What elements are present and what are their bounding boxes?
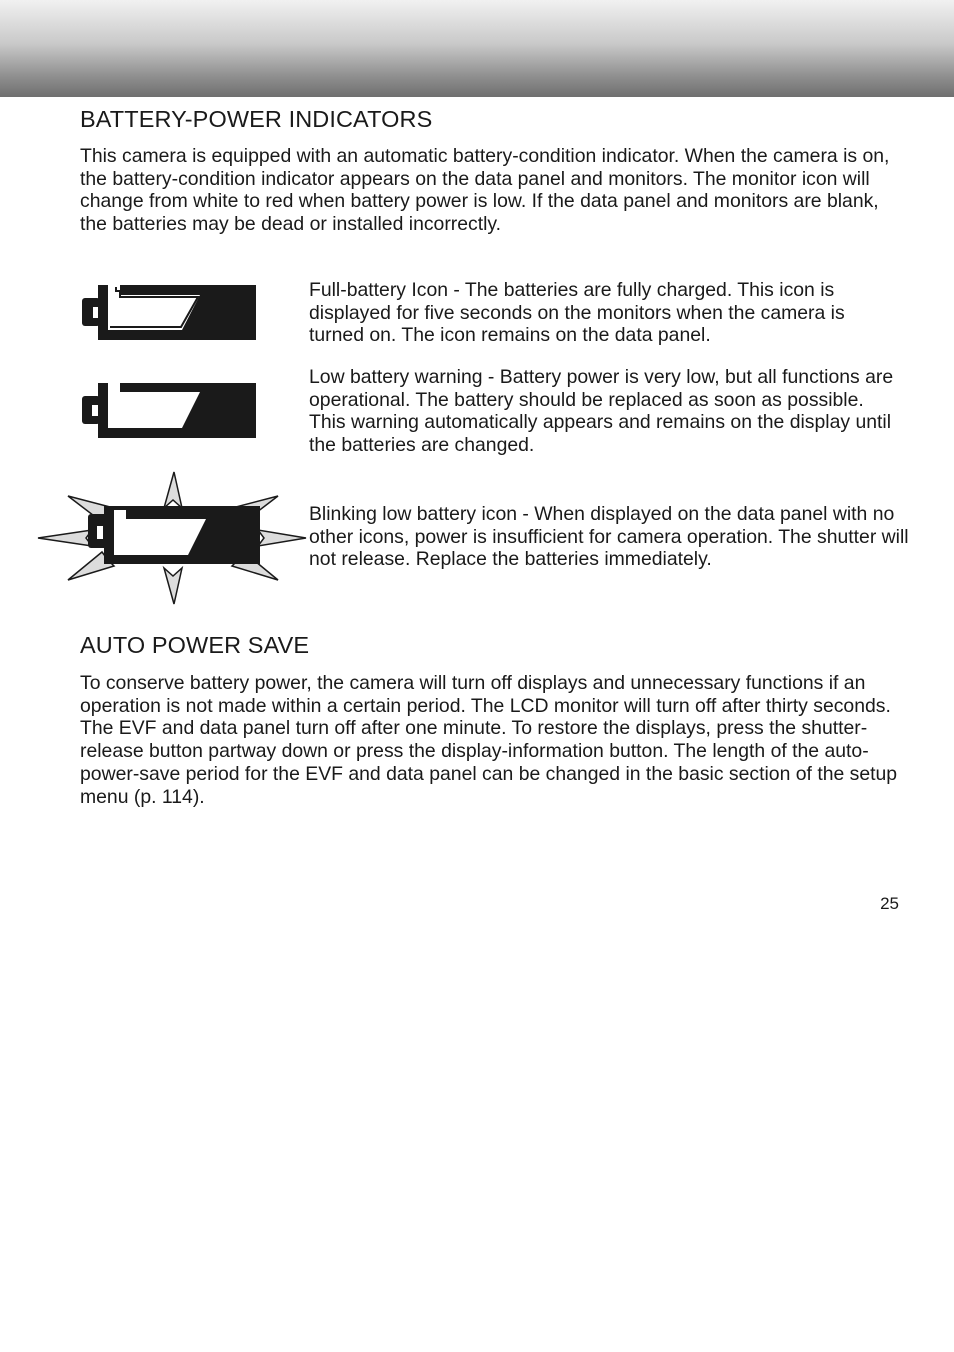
power-save-paragraph: To conserve battery power, the camera will turn off displays and unnecessary functions if an operation is not made within a certain period. The LCD monitor will turn off after thirty seconds. The EVF and data panel turn off after one minute. To restore the displays, press the shutter-release button partway down or press the display-information button. The length of the auto-power-save period for the EVF and data panel can be changed in the basic section of the setup menu (p. 114). <box>80 672 898 808</box>
blinking-low-battery-icon <box>36 470 308 606</box>
section-title-power-save: AUTO POWER SAVE <box>80 632 310 658</box>
indicator-description-blinking: Blinking low battery icon - When displayed on the data panel with no other icons, power is insufficient for camera operation. The shutter will not release. Replace the batteries immediately. <box>309 503 909 571</box>
page-number: 25 <box>880 894 899 913</box>
low-battery-icon <box>82 381 258 441</box>
indicator-description-low: Low battery warning - Battery power is very low, but all functions are operational. The battery should be replaced as soon as possible. This warning automatically appears and remains on the display until the batteries are changed. <box>309 366 894 457</box>
header-band <box>0 0 954 97</box>
full-battery-icon <box>82 283 258 343</box>
indicator-description-full: Full-battery Icon - The batteries are fully charged. This icon is displayed for five seconds on the monitors when the camera is turned on. The icon remains on the data panel. <box>309 279 845 347</box>
battery-intro-paragraph: This camera is equipped with an automatic battery-condition indicator. When the camera is on, the battery-condition indicator appears on the data panel and monitors. The monitor icon will change from white to red when battery power is low. If the data panel and monitors are blank, the batteries may be dead or installed incorrectly. <box>80 145 890 236</box>
section-title-battery: BATTERY-POWER INDICATORS <box>80 106 433 132</box>
